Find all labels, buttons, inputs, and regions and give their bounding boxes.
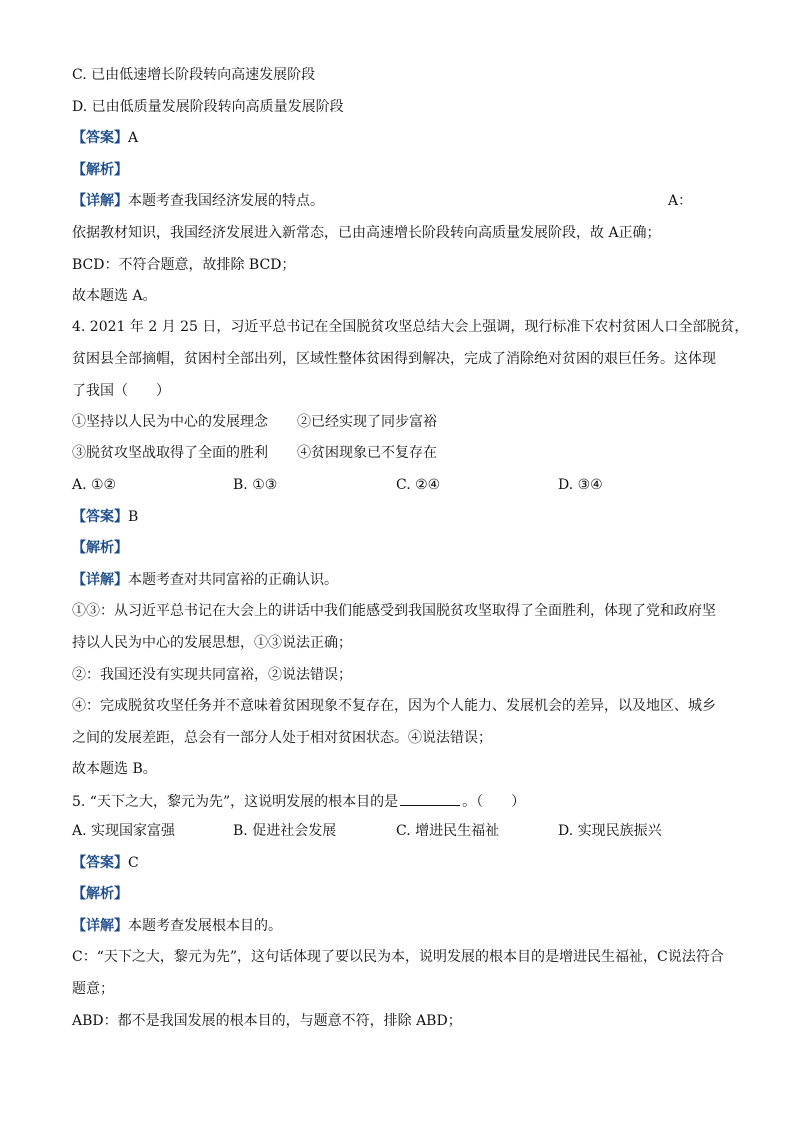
q5-stem-text: 5. “天下之大，黎元为先”，这说明发展的根本目的是	[72, 794, 399, 810]
q4-detail	[72, 571, 338, 589]
q4-detail-line5: ④：完成脱贫攻坚任务并不意味着贫困现象不复存在，因为个人能力、发展机会的差异，以及地区、城乡	[72, 698, 716, 714]
detail-text: 本题考查发展根本目的。	[128, 918, 282, 934]
q4-detail-line3: 持以人民为中心的发展思想，①③说法正确；	[72, 635, 352, 651]
q4-choice-a: A. ①②	[72, 477, 117, 493]
q4-analysis-heading	[72, 539, 128, 557]
q5-detail-line4: ABD：都不是我国发展的根本目的，与题意不符，排除 ABD；	[72, 1013, 462, 1029]
q5-detail-line2: C：“天下之大，黎元为先”，这句话体现了要以民为本，说明发展的根本目的是增进民生福祉，C说法符合	[72, 949, 724, 965]
analysis-tag: 【解析】	[72, 886, 128, 902]
analysis-tag: 【解析】	[72, 162, 128, 178]
q4-answer	[72, 508, 138, 526]
q3-option-d: D. 已由低质量发展阶段转向高质量发展阶段	[72, 99, 344, 115]
q3-analysis-heading	[72, 161, 128, 179]
q4-conclusion: 故本题选 B。	[72, 761, 157, 777]
q4-statement-3: ③脱贫攻坚战取得了全面的胜利	[72, 445, 268, 461]
answer-tag: 【答案】	[72, 855, 128, 871]
detail-tag: 【详解】	[72, 918, 128, 934]
q3-conclusion: 故本题选 A。	[72, 288, 157, 304]
detail-tag: 【详解】	[72, 572, 128, 588]
q5-analysis-heading	[72, 885, 128, 903]
q4-stem-line3: 了我国（ ）	[72, 383, 170, 399]
q4-detail-line2: ①③：从习近平总书记在大会上的讲话中我们能感受到我国脱贫攻坚取得了全面胜利，体现了党和政府坚	[72, 603, 716, 619]
q4-detail-line4: ②：我国还没有实现共同富裕，②说法错误；	[72, 667, 352, 683]
q4-statement-1: ①坚持以人民为中心的发展理念	[72, 414, 268, 430]
answer-tag: 【答案】	[72, 130, 128, 146]
q3-detail-line3: BCD：不符合题意，故排除 BCD；	[72, 257, 296, 273]
answer-value: C	[128, 855, 139, 871]
q5-answer	[72, 854, 139, 872]
q4-stem-line2: 贫困县全部摘帽，贫困村全部出列，区域性整体贫困得到解决，完成了消除绝对贫困的艰巨任务。这体现	[72, 351, 716, 367]
q5-stem	[72, 791, 525, 811]
q5-detail	[72, 917, 282, 935]
detail-text: 本题考查我国经济发展的特点。	[128, 193, 324, 209]
detail-text: 本题考查对共同富裕的正确认识。	[128, 572, 338, 588]
q5-choice-a: A. 实现国家富强	[72, 823, 176, 839]
q4-choice-d: D. ③④	[558, 477, 603, 493]
q5-choice-d: D. 实现民族振兴	[558, 823, 662, 839]
q5-detail-line3: 题意；	[72, 981, 114, 997]
q4-choice-c: C. ②④	[396, 477, 441, 493]
q4-choice-b: B. ①③	[233, 477, 278, 493]
q3-detail	[72, 192, 324, 210]
answer-tag: 【答案】	[72, 509, 128, 525]
q5-choice-c: C. 增进民生福祉	[396, 823, 500, 839]
answer-value: A	[128, 130, 139, 146]
detail-tag: 【详解】	[72, 193, 128, 209]
q3-detail-line2: 依据教材知识，我国经济发展进入新常态，已由高速增长阶段转向高质量发展阶段，故 A正确；	[72, 225, 661, 241]
q5-stem-end: 。（ ）	[462, 794, 526, 810]
q4-statement-4: ④贫困现象已不复存在	[297, 445, 437, 461]
analysis-tag: 【解析】	[72, 540, 128, 556]
q3-detail-a-label: A：	[668, 193, 693, 209]
q4-detail-line6: 之间的发展差距，总会有一部分人处于相对贫困状态。④说法错误；	[72, 730, 492, 746]
q4-statement-2: ②已经实现了同步富裕	[297, 414, 437, 430]
q5-choice-b: B. 促进社会发展	[233, 823, 337, 839]
q3-answer	[72, 129, 138, 147]
answer-value: B	[128, 509, 139, 525]
q4-stem-line1: 4. 2021 年 2 月 25 日，习近平总书记在全国脱贫攻坚总结大会上强调，现行标准下农村贫困人口全部脱贫，	[72, 319, 749, 335]
q3-option-c: C. 已由低速增长阶段转向高速发展阶段	[72, 67, 316, 83]
fill-in-blank	[400, 791, 460, 806]
